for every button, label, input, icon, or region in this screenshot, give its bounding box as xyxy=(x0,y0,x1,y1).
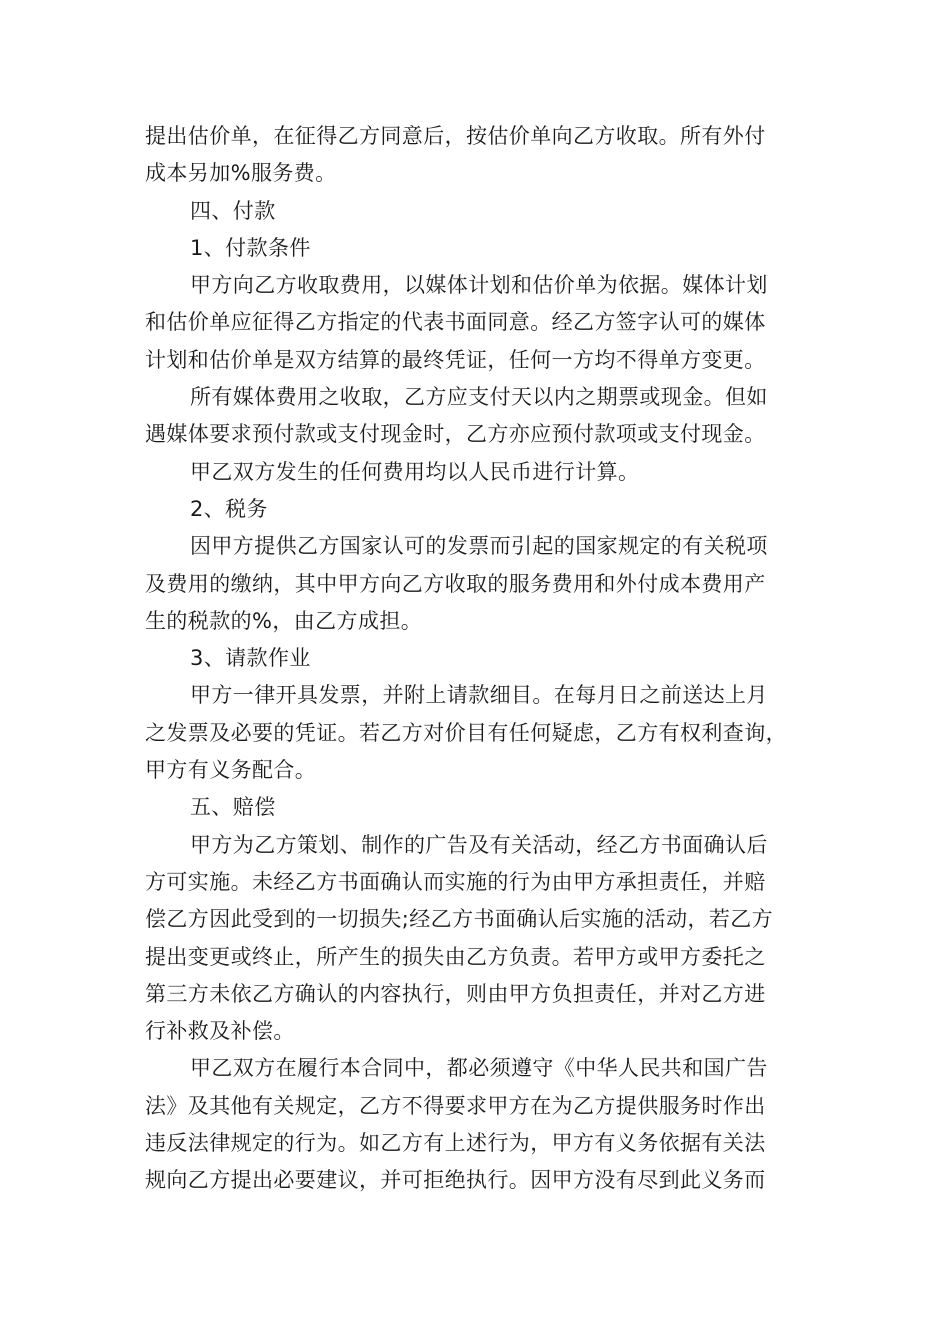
text-line: 及费用的缴纳，其中甲方向乙方收取的服务费用和外付成本费用产 xyxy=(145,571,766,596)
text-line: 违反法律规定的行为。如乙方有上述行为，甲方有义务依据有关法 xyxy=(145,1131,766,1156)
text-line: 和估价单应征得乙方指定的代表书面同意。经乙方签字认可的媒体 xyxy=(145,310,766,335)
text-line: 甲乙双方在履行本合同中，都必须遵守《中华人民共和国广告 xyxy=(190,1056,768,1081)
text-line: 规向乙方提出必要建议，并可拒绝执行。因甲方没有尽到此义务而 xyxy=(145,1168,766,1193)
text-line: 法》及其他有关规定，乙方不得要求甲方在为乙方提供服务时作出 xyxy=(145,1093,766,1118)
text-line: 提出变更或终止，所产生的损失由乙方负责。若甲方或甲方委托之 xyxy=(145,944,766,969)
text-line: 甲方向乙方收取费用，以媒体计划和估价单为依据。媒体计划 xyxy=(190,273,768,298)
text-line: 行补救及补偿。 xyxy=(145,1019,295,1044)
text-line: 四、付款 xyxy=(190,198,276,223)
text-line: 甲方一律开具发票，并附上请款细目。在每月日之前送达上月 xyxy=(190,683,768,708)
text-line: 1、付款条件 xyxy=(190,235,311,260)
text-line: 3、请款作业 xyxy=(190,646,311,671)
text-line: 第三方未依乙方确认的内容执行，则由甲方负担责任，并对乙方进 xyxy=(145,981,766,1006)
text-line: 2、税务 xyxy=(190,496,268,521)
text-line: 成本另加%服务费。 xyxy=(145,161,337,186)
text-line: 提出估价单，在征得乙方同意后，按估价单向乙方收取。所有外付 xyxy=(145,124,766,148)
text-line: 甲乙双方发生的任何费用均以人民币进行计算。 xyxy=(190,459,640,484)
text-line: 偿乙方因此受到的一切损失;经乙方书面确认后实施的活动，若乙方 xyxy=(145,907,774,932)
text-line: 所有媒体费用之收取，乙方应支付天以内之期票或现金。但如 xyxy=(190,385,768,410)
text-line: 因甲方提供乙方国家认可的发票而引起的国家规定的有关税项 xyxy=(190,534,768,559)
text-line: 生的税款的%，由乙方成担。 xyxy=(145,608,423,633)
document-body xyxy=(145,118,825,1200)
text-line: 甲方为乙方策划、制作的广告及有关活动，经乙方书面确认后 xyxy=(190,832,768,857)
text-line: 方可实施。未经乙方书面确认而实施的行为由甲方承担责任，并赔 xyxy=(145,869,766,894)
text-line: 之发票及必要的凭证。若乙方对价目有任何疑虑，乙方有权利查询， xyxy=(145,720,787,745)
text-line: 甲方有义务配合。 xyxy=(145,758,317,783)
text-line: 遇媒体要求预付款或支付现金时，乙方亦应预付款项或支付现金。 xyxy=(145,422,766,447)
text-line: 五、赔偿 xyxy=(190,795,276,820)
text-line: 计划和估价单是双方结算的最终凭证，任何一方均不得单方变更。 xyxy=(145,347,766,372)
